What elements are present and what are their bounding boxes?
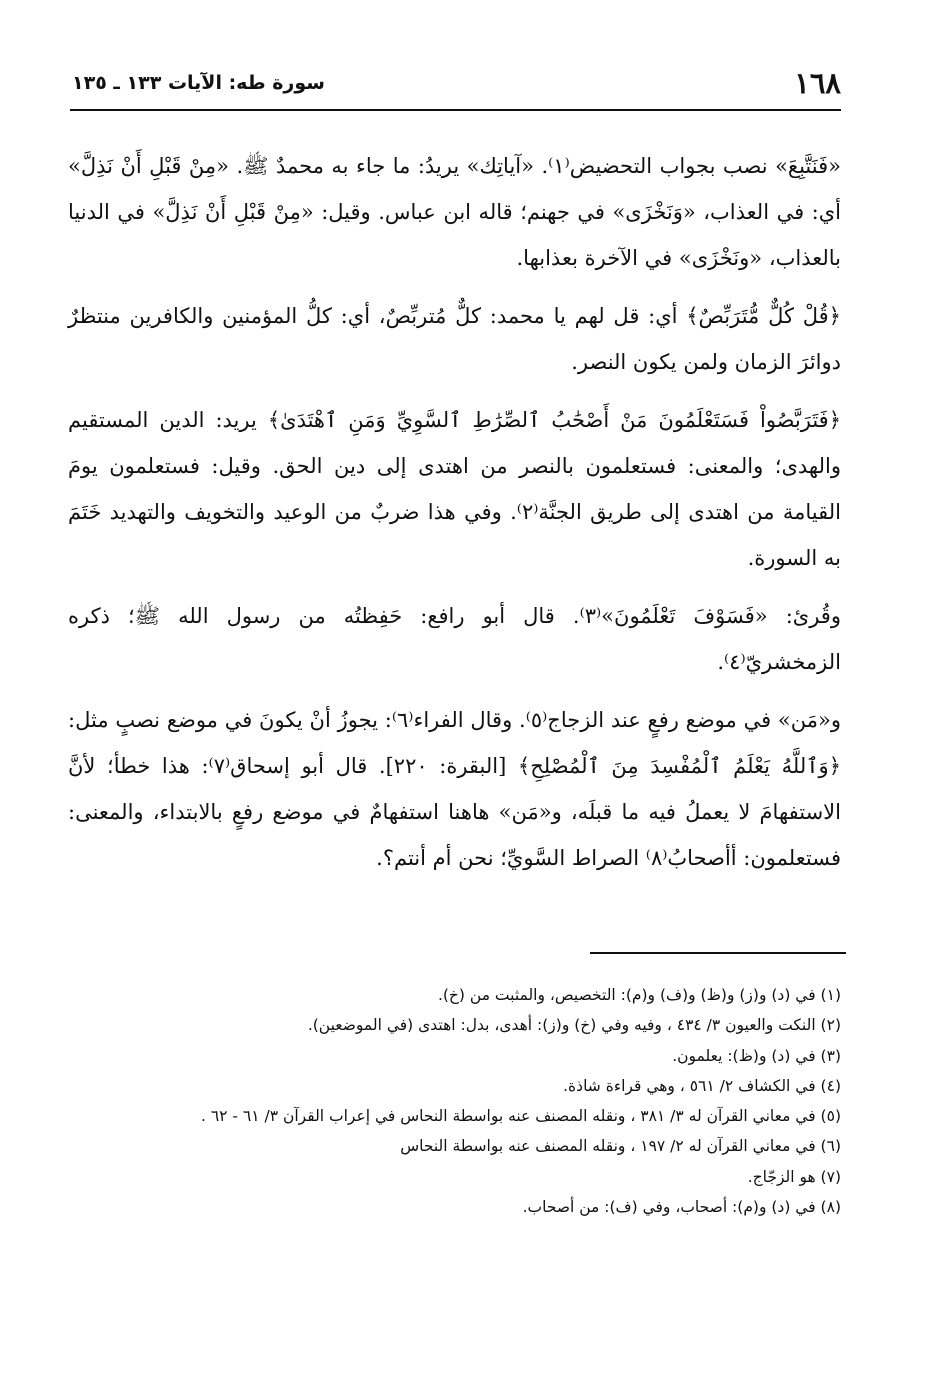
paragraph: «فَنَتَّبِعَ» نصب بجواب التحضيض⁽١⁾. «آياتِك» يريدُ: ما جاء به محمدٌ ﷺ. «مِنْ قَبْلِ أَنْ نَذِلَّ» أي: في العذاب، «وَنَخْزَى» في جهنم؛ قاله ابن عباس. وقيل: «مِنْ قَبْلِ أَنْ نَذِلَّ» في الدنيا بالعذاب، «ونَخْزَى» في الآخرة بعذابها. [68, 154, 841, 270]
footnote: (٨) في (د) و(م): أصحاب، وفي (ف): من أصحاب. [522, 1198, 841, 1217]
paragraph: وقُرئ: «فَسَوْفَ تَعْلَمُونَ»⁽٣⁾. قال أبو رافع: حَفِظتُه من رسول الله ﷺ؛ ذكره الزمخشريّ⁽٤⁾. [68, 604, 841, 674]
footnote: (٢) النكت والعيون ٣/ ٤٣٤ ، وفيه وفي (خ) و(ز): أهدى، بدل: اهتدى (في الموضعين). [307, 1016, 841, 1035]
main-text [68, 143, 841, 893]
header-rule [70, 109, 841, 111]
footnote-rule [590, 952, 846, 954]
paragraph: ﴿فَتَرَبَّصُواْ فَسَتَعْلَمُونَ مَنْ أَصْحَٰبُ ٱلصِّرَٰطِ ٱلسَّوِيِّ وَمَنِ ٱهْتَدَىٰ﴾ يريد: الدين المستقيم والهدى؛ والمعنى: فستعلمون بالنصر من اهتدى إلى دين الحق. وقيل: فستعلمون يومَ القيامة من اهتدى إلى طريق الجنَّة⁽٢⁾. وفي هذا ضربٌ من الوعيد والتخويف والتهديد خَتَمَ به السورة. [68, 408, 841, 570]
footnote: (٣) في (د) و(ظ): يعلمون. [672, 1046, 841, 1065]
footnote: (٧) هو الزجّاج. [747, 1167, 841, 1186]
footnote: (٥) في معاني القرآن له ٣/ ٣٨١ ، ونقله المصنف عنه بواسطة النحاس في إعراب القرآن ٣/ ٦١ - ٦٢ . [200, 1107, 841, 1126]
paragraph: و«مَن» في موضع رفعٍ عند الزجاج⁽٥⁾. وقال الفراء⁽٦⁾: يجوزُ أنْ يكونَ في موضع نصبٍ مثل: ﴿وَٱللَّهُ يَعْلَمُ ٱلْمُفْسِدَ مِنَ ٱلْمُصْلِحِ﴾ [البقرة: ٢٢٠]. قال أبو إسحاق⁽٧⁾: هذا خطأ؛ لأنَّ الاستفهامَ لا يعملُ فيه ما قبلَه، و«مَن» هاهنا استفهامٌ في موضع رفعٍ بالابتداء، والمعنى: فستعلمون: أأصحابُ⁽٨⁾ الصراط السَّويِّ؛ نحن أم أنتم؟. [68, 708, 842, 870]
footnote: (١) في (د) و(ز) و(ظ) و(ف) و(م): التخصيص، والمثبت من (خ). [437, 986, 841, 1004]
footnote: (٦) في معاني القرآن له ٢/ ١٩٧ ، ونقله المصنف عنه بواسطة النحاس [400, 1137, 841, 1156]
paragraph: ﴿قُلْ كُلٌّ مُّتَرَبِّصٌ﴾ أي: قل لهم يا محمد: كلٌّ مُتربِّصٌ، أي: كلُّ المؤمنين والكافرين منتظرٌ دوائرَ الزمان ولمن يكون النصر. [68, 304, 841, 374]
page-number: ١٦٨ [794, 66, 841, 100]
running-title: سورة طه: الآيات ١٣٣ ـ ١٣٥ [72, 72, 325, 94]
footnotes [78, 980, 841, 1222]
footnote: (٤) في الكشاف ٢/ ٥٦١ ، وهي قراءة شاذة. [563, 1076, 841, 1095]
running-header [72, 66, 841, 104]
